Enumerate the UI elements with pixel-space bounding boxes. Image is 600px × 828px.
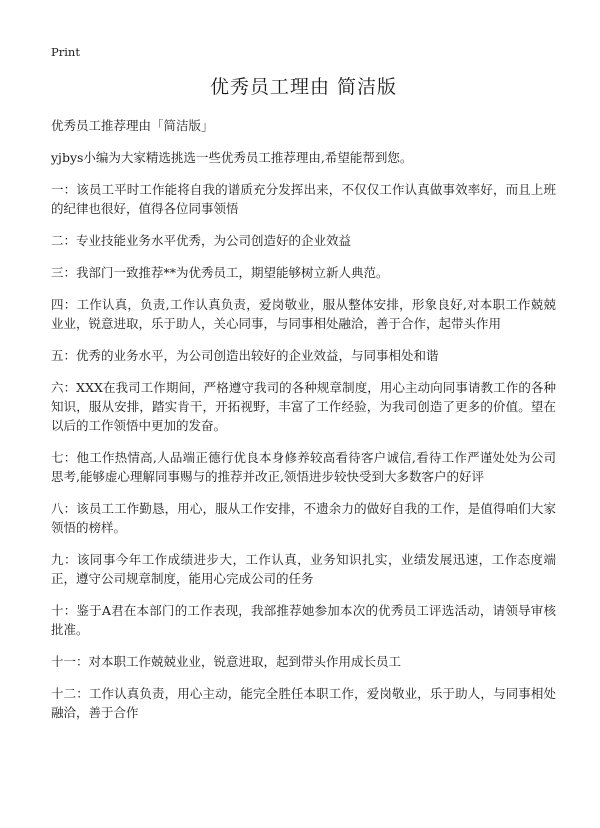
document-title: 优秀员工理由 简洁版 [209,76,398,98]
reason-paragraph-12: 十二：工作认真负责，用心主动，能完全胜任本职工作，爱岗敬业，乐于助人，与同事相处融洽，善于合作 [51,686,556,720]
reason-paragraph-3: 三：我部门一致推荐**为优秀员工，期望能够树立新人典范。 [51,265,389,280]
reason-paragraph-2: 二：专业技能业务水平优秀，为公司创造好的企业效益 [51,233,352,248]
reason-paragraph-10: 十：鉴于A君在本部门的工作表现，我部推荐她参加本次的优秀员工评选活动，请领导审核批准。 [51,603,556,637]
intro-paragraph: yjbys小编为大家精选挑选一些优秀员工推荐理由,希望能帮到您。 [51,150,413,165]
reason-paragraph-11: 十一：对本职工作兢兢业业，锐意进取，起到带头作用成长员工 [51,654,402,669]
document-subtitle: 优秀员工推荐理由「简洁版」 [51,118,214,133]
reason-paragraph-1: 一：该员工平时工作能将自我的谱质充分发挥出来，不仅仅工作认真做事效率好，而且上班的纪律也很好，值得各位同事领悟 [51,182,556,216]
reason-paragraph-4: 四：工作认真，负责,工作认真负责，爱岗敬业，服从整体安排，形象良好,对本职工作兢兢业业，锐意进取，乐于助人，关心同事，与同事相处融洽，善于合作，起带头作用 [51,297,556,331]
reason-paragraph-7: 七：他工作热情高,人品端正德行优良本身修养较高看待客户诚信,看待工作严谨处处为公司思考,能够虚心理解同事赐与的推荐并改正,领悟进步较快受到大多数客户的好评 [51,450,556,484]
reason-paragraph-9: 九：该同事今年工作成绩进步大，工作认真，业务知识扎实，业绩发展迅速，工作态度端正，遵守公司规章制度，能用心完成公司的任务 [51,552,556,586]
reason-paragraph-6: 六：XXX在我司工作期间，严格遵守我司的各种规章制度，用心主动向同事请教工作的各种知识，服从安排，踏实肯干，开拓视野，丰富了工作经验，为我司创造了更多的价值。望在以后的工作领悟中更加的发奋。 [51,380,556,433]
reason-paragraph-8: 八：该员工工作勤恳，用心，服从工作安排，不遗余力的做好自我的工作，是值得咱们大家领悟的榜样。 [51,501,556,535]
print-label: Print [51,45,80,59]
reason-paragraph-5: 五：优秀的业务水平，为公司创造出较好的企业效益，与同事相处和谐 [51,348,439,363]
